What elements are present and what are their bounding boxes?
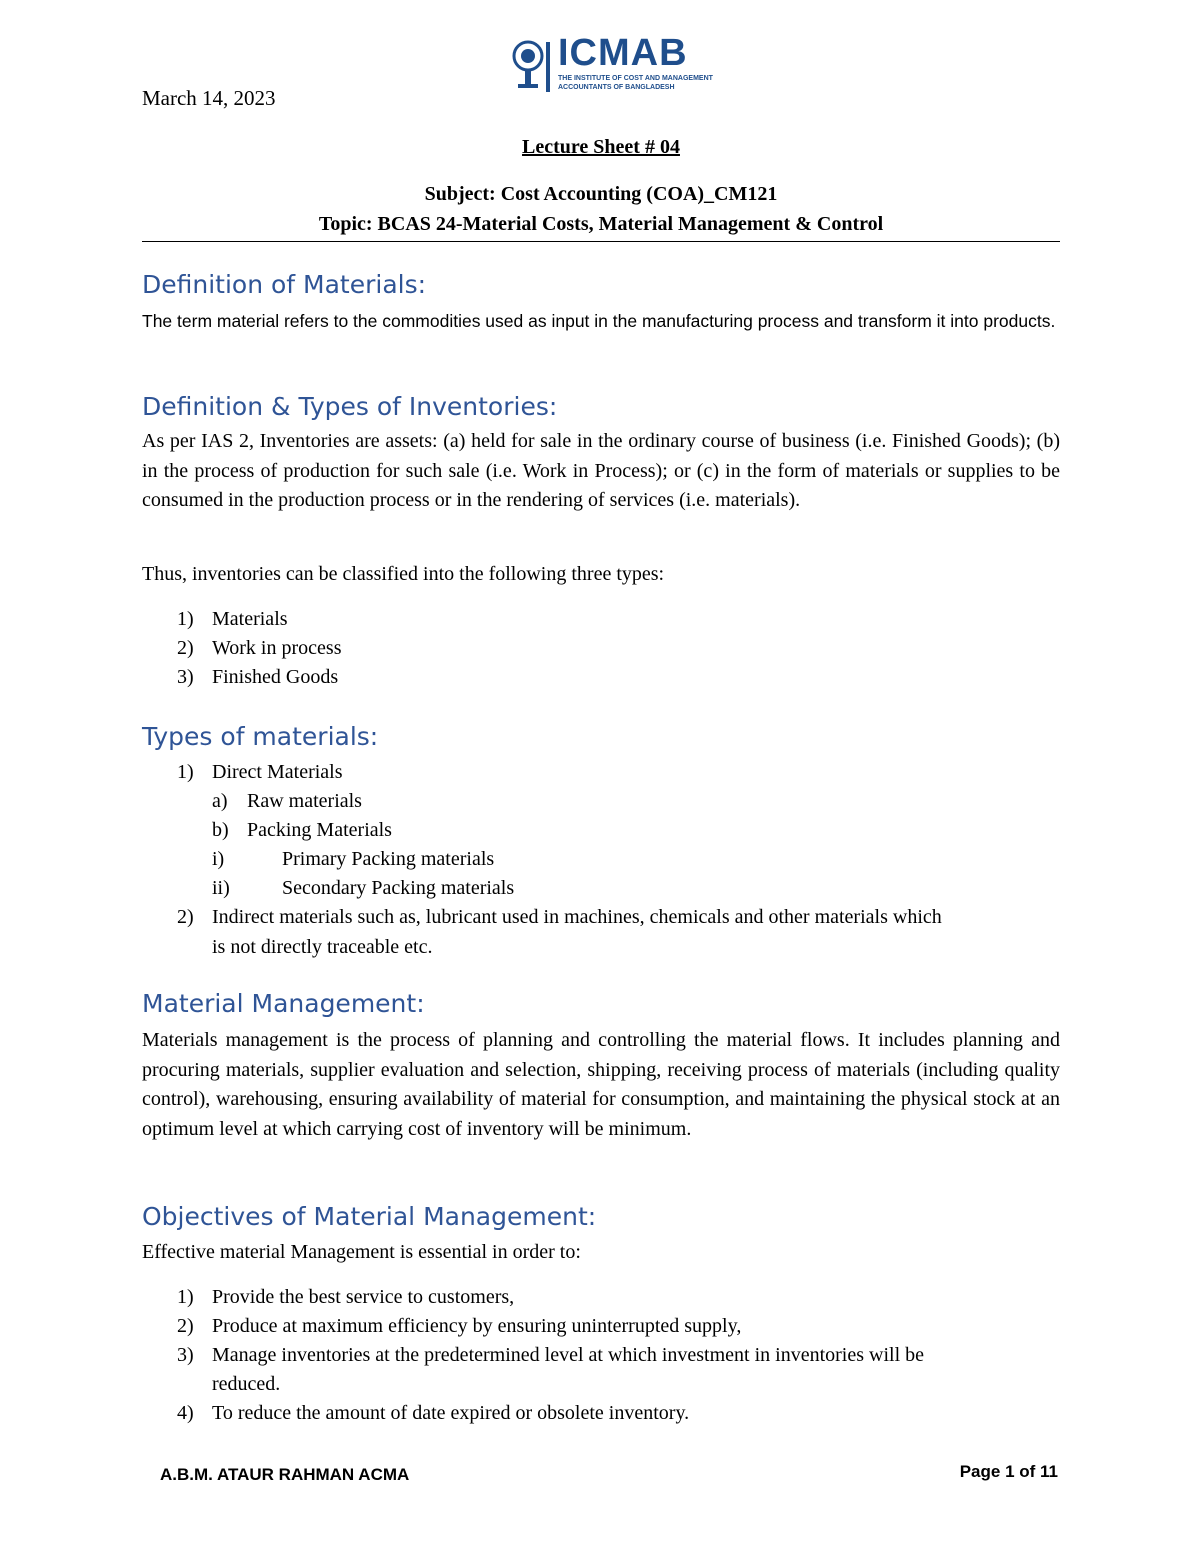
footer-page-number: Page 1 of 11 bbox=[959, 1462, 1058, 1481]
material-subsub-number: ii) bbox=[212, 877, 230, 899]
material-sub-number: b) bbox=[212, 819, 229, 841]
inventory-item: Materials bbox=[212, 608, 288, 630]
material-sub-packing: Packing Materials bbox=[247, 819, 392, 841]
material-item-direct: Direct Materials bbox=[212, 761, 343, 783]
material-item-indirect-line1: Indirect materials such as, lubricant used in machines, chemicals and other materials which bbox=[212, 906, 942, 928]
material-item-indirect-line2: is not directly traceable etc. bbox=[212, 936, 433, 958]
header-divider bbox=[142, 241, 1060, 242]
subject-line: Subject: Cost Accounting (COA)_CM121 bbox=[424, 183, 778, 205]
heading-types-of-materials: Types of materials: bbox=[142, 722, 379, 751]
material-subsub-number: i) bbox=[212, 848, 225, 870]
icmab-logo bbox=[510, 32, 713, 103]
material-sub-raw: Raw materials bbox=[247, 790, 362, 812]
inventory-item: Finished Goods bbox=[212, 666, 339, 688]
material-sub-number: a) bbox=[212, 790, 228, 812]
logo-line-1: THE INSTITUTE OF COST AND MANAGEMENT bbox=[558, 75, 713, 82]
logo-line-2: ACCOUNTANTS OF BANGLADESH bbox=[558, 84, 675, 91]
materials-definition-text: The term material refers to the commodities used as input in the manufacturing process and transform it into products. bbox=[142, 311, 1056, 331]
inventory-item-number: 2) bbox=[177, 637, 194, 659]
objective-number: 3) bbox=[177, 1344, 194, 1366]
lecture-title: Lecture Sheet # 04 bbox=[522, 136, 680, 158]
material-subsub-primary: Primary Packing materials bbox=[282, 848, 495, 870]
objective-item: To reduce the amount of date expired or obsolete inventory. bbox=[212, 1402, 690, 1424]
inventories-definition-text: As per IAS 2, Inventories are assets: (a) held for sale in the ordinary course of business (i.e. Finished Goods); (b) in the process of production for such sale (i.e. Work in Process); or (c) in the form of materials or supplies to be consumed in the production process or in the rendering of services (i.e. materials). bbox=[142, 430, 1060, 511]
objective-item: Provide the best service to customers, bbox=[212, 1286, 515, 1308]
objectives-intro-text: Effective material Management is essential in order to: bbox=[142, 1241, 581, 1263]
material-item-number: 2) bbox=[177, 906, 194, 928]
inventory-item: Work in process bbox=[212, 637, 342, 659]
heading-definition-types-inventories: Definition & Types of Inventories: bbox=[142, 392, 558, 421]
inventories-intro-text: Thus, inventories can be classified into the following three types: bbox=[142, 563, 665, 585]
heading-definition-of-materials: Definition of Materials: bbox=[142, 270, 427, 299]
document-date: March 14, 2023 bbox=[142, 86, 276, 110]
footer-author: A.B.M. ATAUR RAHMAN ACMA bbox=[160, 1465, 410, 1484]
inventory-item-number: 1) bbox=[177, 608, 194, 630]
objective-number: 2) bbox=[177, 1315, 194, 1337]
objective-item: Produce at maximum efficiency by ensuring uninterrupted supply, bbox=[212, 1315, 742, 1337]
heading-material-management: Material Management: bbox=[142, 989, 425, 1018]
material-subsub-secondary: Secondary Packing materials bbox=[282, 877, 515, 899]
heading-objectives-material-management: Objectives of Material Management: bbox=[142, 1202, 597, 1231]
material-item-number: 1) bbox=[177, 761, 194, 783]
material-management-text: Materials management is the process of planning and controlling the material flows. It includes planning and procuring materials, supplier evaluation and selection, shipping, receiving process of materials (including quality control), warehousing, ensuring availability of material for consumption, and maintaining the physical stock at an optimum level at which carrying cost of inventory will be minimum. bbox=[142, 1029, 1060, 1140]
topic-line: Topic: BCAS 24-Material Costs, Material Management & Control bbox=[318, 213, 884, 235]
objective-number: 4) bbox=[177, 1402, 194, 1424]
objective-item-line1: Manage inventories at the predetermined level at which investment in inventories will be bbox=[212, 1344, 925, 1366]
lecture-title-wrap bbox=[142, 132, 1060, 162]
objective-item-line2: reduced. bbox=[212, 1373, 281, 1395]
inventory-item-number: 3) bbox=[177, 666, 194, 688]
objective-number: 1) bbox=[177, 1286, 194, 1308]
logo-acronym: ICMAB bbox=[558, 32, 688, 74]
